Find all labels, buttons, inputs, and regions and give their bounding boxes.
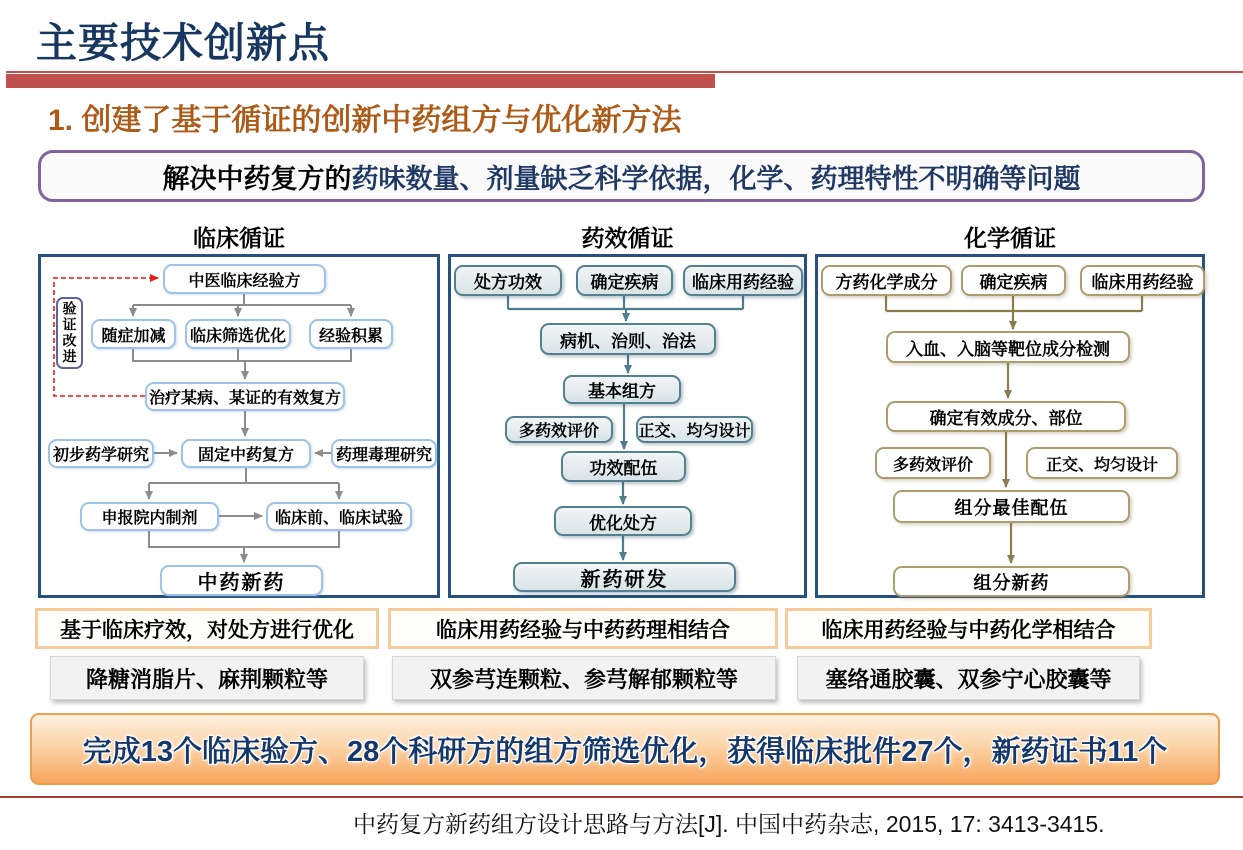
node-clinical-screening: 临床筛选优化 [185, 319, 291, 349]
node-tcm-clinical-formula: 中医临床经验方 [163, 264, 326, 294]
node-clinical-experience: 临床用药经验 [683, 265, 803, 296]
column-title-clinical: 临床循证 [193, 225, 285, 251]
node-experience-accumulation: 经验积累 [309, 319, 393, 349]
node-pharm-toxicology: 药理毒理研究 [331, 439, 437, 468]
summary-pharmacology: 临床用药经验与中药药理相结合 [388, 608, 778, 649]
products-clinical: 降糖消脂片、麻荆颗粒等 [50, 656, 364, 700]
page-title: 主要技术创新点 [36, 20, 330, 66]
node-fixed-formula: 固定中药复方 [181, 439, 311, 468]
node-verify-improve: 验证改进 [56, 297, 83, 369]
node-orthogonal-design: 正交、均匀设计 [1026, 447, 1178, 479]
summary-chemistry: 临床用药经验与中药化学相结合 [785, 608, 1152, 649]
section-heading: 1. 创建了基于循证的创新中药组方与优化新方法 [48, 104, 682, 137]
flow-connectors [41, 257, 443, 601]
clinical-flowchart-panel [38, 254, 440, 598]
node-orthogonal-design: 正交、均匀设计 [636, 416, 753, 443]
node-new-drug-rd: 新药研发 [513, 562, 736, 592]
products-pharmacology: 双参芎连颗粒、参芎解郁颗粒等 [392, 656, 776, 700]
problem-statement-box [38, 150, 1205, 202]
node-prescription-efficacy: 处方功效 [454, 265, 562, 296]
citation-text: 中药复方新药组方设计思路与方法[J]. 中国中药杂志, 2015, 17: 3413-3415. [353, 811, 1105, 837]
node-new-tcm-drug: 中药新药 [160, 565, 323, 596]
pharmacology-flowchart-panel [448, 254, 807, 598]
node-preclinical-trials: 临床前、临床试验 [266, 502, 412, 531]
node-component-new-drug: 组分新药 [893, 566, 1130, 597]
accent-bar [6, 74, 715, 88]
node-basic-formula: 基本组方 [563, 375, 681, 404]
node-multi-effect-eval: 多药效评价 [875, 447, 991, 479]
footer-divider [0, 796, 1243, 798]
problem-highlight: 药味数量、剂量缺乏科学依据，化学、药理特性不明确等问题 [351, 163, 1081, 194]
products-chemistry: 塞络通胶囊、双参宁心胶囊等 [797, 656, 1140, 700]
column-title-pharmacology: 药效循证 [581, 225, 674, 251]
node-optimized-prescription: 优化处方 [554, 506, 692, 536]
summary-clinical: 基于临床疗效，对处方进行优化 [35, 608, 379, 649]
node-best-component-combination: 组分最佳配伍 [893, 490, 1130, 523]
achievement-text: 完成13个临床验方、28个科研方的组方筛选优化，获得临床批件27个，新药证书11个 [82, 735, 1168, 768]
node-chemical-components: 方药化学成分 [821, 265, 952, 296]
node-efficacy-combination: 功效配伍 [561, 451, 686, 482]
node-clinical-experience: 临床用药经验 [1080, 265, 1205, 296]
node-hospital-preparation: 申报院内制剂 [80, 502, 219, 531]
achievement-banner [30, 713, 1220, 785]
node-pathogenesis-principles: 病机、治则、治法 [540, 323, 716, 355]
node-effective-formula: 治疗某病、某证的有效复方 [145, 382, 345, 411]
node-symptom-adjust: 随症加减 [91, 319, 176, 349]
node-multi-effect-eval: 多药效评价 [505, 416, 613, 443]
accent-line [6, 71, 1243, 73]
node-disease-determination: 确定疾病 [961, 265, 1066, 296]
column-title-chemistry: 化学循证 [964, 225, 1056, 251]
node-preliminary-pharmacy: 初步药学研究 [48, 439, 154, 468]
node-disease-determination: 确定疾病 [576, 265, 673, 296]
chemistry-flowchart-panel [815, 254, 1205, 598]
node-target-component-detection: 入血、入脑等靶位成分检测 [886, 331, 1130, 363]
node-effective-components: 确定有效成分、部位 [886, 401, 1126, 432]
problem-prefix: 解决中药复方的 [162, 163, 352, 194]
